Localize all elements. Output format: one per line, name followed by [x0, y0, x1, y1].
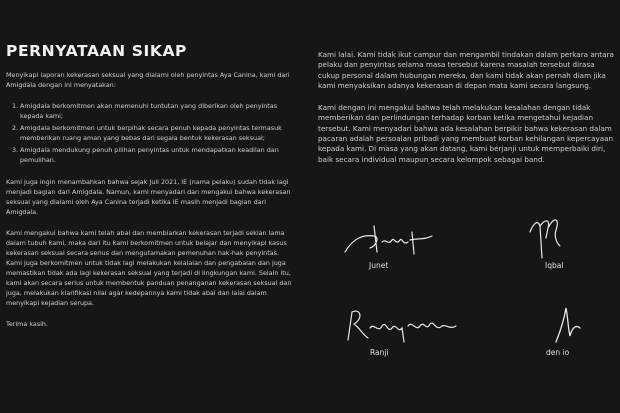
list-item-number: 3.: [12, 146, 19, 154]
right-column: [318, 50, 614, 165]
signature-name: den io: [546, 348, 570, 357]
list-item-text: Amigdala berkomitmen untuk berpihak secara penuh kepada penyintas termasuk memberikan ruang aman yang bebas dari segala bentuk kekerasan seksual;: [20, 124, 282, 142]
list-item-number: 1.: [12, 102, 19, 110]
list-item: [6, 123, 296, 143]
list-item-number: 2.: [12, 124, 19, 132]
signature-iqbal-mark: [520, 212, 570, 262]
signature-iqbal: [520, 212, 570, 262]
paragraph-negligence: Kami lalai. Kami tidak ikut campur dan mengambil tindakan dalam perkara antara pelaku dan penyintas selama masa tersebut karena masalah tersebut dirasa cukup personal dalam hubungan mereka, dan kami tidak akan pernah diam jika kami menyaksikan adanya kekerasan di depan mata kami secara langsung.: [318, 50, 614, 90]
paragraph-commitment: Kami mengakui bahwa kami telah abai dan membiarkan kekerasan terjadi sekian lama dalam tubuh kami, maka dari itu kami berkomitmen untuk belajar dan menyikapi kasus kekerasan seksual secara serius dan mengutamakan pemenuhan hak-hak penyintas. Kami juga berkomitmen untuk tidak lagi melakukan kelalaian dan pengabaian dan juga memastikan tidak ada lagi kekerasan seksual yang terjadi di lingkungan kami. Selain itu, kami akan secara serius untuk membentuk panduan penanganan kekerasan seksual dan juga, melakukan klarifikasi nilai agar kedepannya kami tidak abai dan lalai dalam menyikapi kejadian serupa.: [6, 229, 292, 307]
list-item: [6, 145, 296, 165]
signature-junet-mark: [340, 222, 440, 262]
signature-name: Junet: [369, 261, 389, 270]
page-title: PERNYATAAN SIKAP: [6, 42, 188, 60]
intro-paragraph: Menyikapi laporan kekerasan seksual yang dialami oleh penyintas Aya Canina, kami dari Amigdala dengan ini menyatakan:: [6, 71, 290, 89]
list-item-text: Amigdala berkomitmen akan memenuhi tuntutan yang diberikan oleh penyintas kepada kami;: [20, 102, 278, 120]
paragraph-thanks: Terima kasih.: [6, 320, 49, 328]
paragraph-former-member: Kami juga ingin menambahkan bahwa sejak Juli 2021, IE (nama pelaku) sudah tidak lagi menjadi bagian dari Amigdala. Namun, kami menyadari dan mengakui bahwa kekerasan seksual yang dialami oleh Aya Canina terjadi ketika IE masih menjadi bagian dari Amigdala.: [6, 178, 291, 216]
list-item: [6, 101, 296, 121]
signature-name: Iqbal: [545, 261, 564, 270]
signature-name: Ranji: [370, 348, 389, 357]
signature-den-io: [548, 302, 588, 346]
list-item-text: Amigdala mendukung penuh pilihan penyintas untuk mendapatkan keadilan dan pemulihan.: [20, 146, 279, 164]
paragraph-admission: Kami dengan ini mengakui bahwa telah melakukan kesalahan dengan tidak memberikan dan perlindungan terhadap korban ketika mengetahui kejadian tersebut. Kami menyadari bahwa ada kesalahan berpikir bahwa kekerasan dalam pacaran adalah persoalan pribadi yang membuat korban kehilangan kepercayaan kepada kami. Di masa yang akan datang, kami berjanji untuk memperbaiki diri, baik secara individual maupun secara kelompok sebagai band.: [318, 103, 614, 164]
signature-den-io-mark: [548, 302, 588, 346]
signature-ranji-mark: [342, 306, 462, 346]
statement-list: [6, 101, 296, 165]
signature-ranji: [342, 306, 462, 346]
signature-junet: [340, 222, 440, 262]
left-column: [6, 42, 296, 329]
